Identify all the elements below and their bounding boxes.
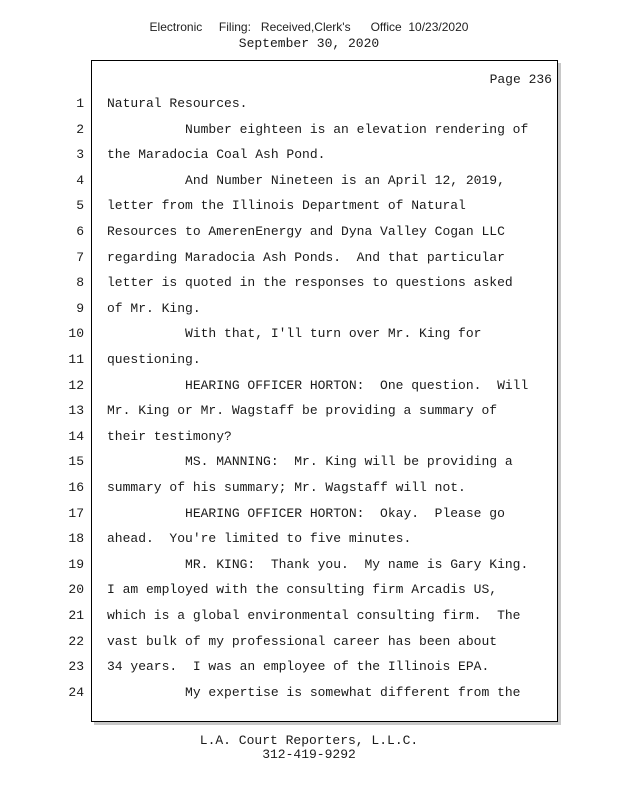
line-number: 11 (68, 352, 84, 367)
line-text: ahead. You're limited to five minutes. (107, 531, 412, 547)
line-number: 13 (68, 403, 84, 419)
line-text: MS. MANNING: Mr. King will be providing a (107, 454, 513, 470)
line-number: 20 (68, 582, 84, 598)
line-number: 9 (76, 300, 84, 316)
line-number: 6 (76, 224, 84, 239)
line-number: 16 (68, 480, 84, 495)
line-text: And Number Nineteen is an April 12, 2019, (107, 172, 505, 188)
line-text: HEARING OFFICER HORTON: Okay. Please go (107, 505, 505, 521)
line-text: Number eighteen is an elevation rendering of (107, 121, 529, 137)
line-text: regarding Maradocia Ash Ponds. And that particular (107, 249, 505, 265)
line-text: letter from the Illinois Department of Natural (107, 198, 466, 214)
line-number: 22 (68, 633, 84, 649)
line-number: 8 (76, 275, 84, 291)
line-text: summary of his summary; Mr. Wagstaff will not. (107, 480, 466, 495)
line-number: 1 (76, 96, 84, 111)
footer-phone: 312-419-9292 (262, 747, 356, 762)
line-number: 5 (76, 198, 84, 214)
line-text: of Mr. King. (107, 300, 201, 316)
line-text: which is a global environmental consulting firm. The (107, 608, 521, 623)
line-number: 3 (76, 147, 84, 163)
line-number: 12 (68, 377, 84, 393)
line-text: vast bulk of my professional career has been about (107, 633, 498, 649)
line-text: Mr. King or Mr. Wagstaff be providing a summary of (107, 403, 498, 419)
line-text: My expertise is somewhat different from the (107, 684, 521, 700)
line-number: 23 (68, 659, 84, 675)
line-number: 17 (68, 505, 84, 521)
footer-company: L.A. Court Reporters, L.L.C. (199, 733, 419, 748)
line-number: 21 (68, 608, 84, 623)
line-text: Resources to AmerenEnergy and Dyna Valley Cogan LLC (107, 224, 505, 239)
line-number: 7 (76, 249, 84, 265)
line-number: 15 (68, 454, 84, 470)
line-text: HEARING OFFICER HORTON: One question. Will (107, 377, 529, 393)
line-text: I am employed with the consulting firm Arcadis US, (107, 582, 498, 598)
line-number: 24 (68, 684, 84, 700)
line-text: With that, I'll turn over Mr. King for (107, 326, 482, 342)
line-text: MR. KING: Thank you. My name is Gary King. (107, 556, 529, 572)
line-number: 14 (68, 428, 84, 444)
line-number: 10 (68, 326, 84, 342)
line-text: Natural Resources. (107, 96, 248, 111)
line-number: 2 (76, 121, 84, 137)
line-text: the Maradocia Coal Ash Pond. (107, 147, 326, 163)
page-number: Page 236 (489, 72, 552, 87)
line-number: 4 (76, 172, 84, 188)
line-number: 18 (68, 531, 84, 547)
filing-stamp: Electronic Filing: Received,Clerk's Office 10/23/2020 (149, 20, 469, 34)
line-text: their testimony? (107, 428, 232, 444)
line-text: questioning. (107, 352, 201, 367)
line-text: letter is quoted in the responses to questions asked (107, 275, 513, 291)
line-number: 19 (68, 556, 84, 572)
transcript-date: September 30, 2020 (238, 36, 380, 51)
line-text: 34 years. I was an employee of the Illinois EPA. (107, 659, 490, 675)
